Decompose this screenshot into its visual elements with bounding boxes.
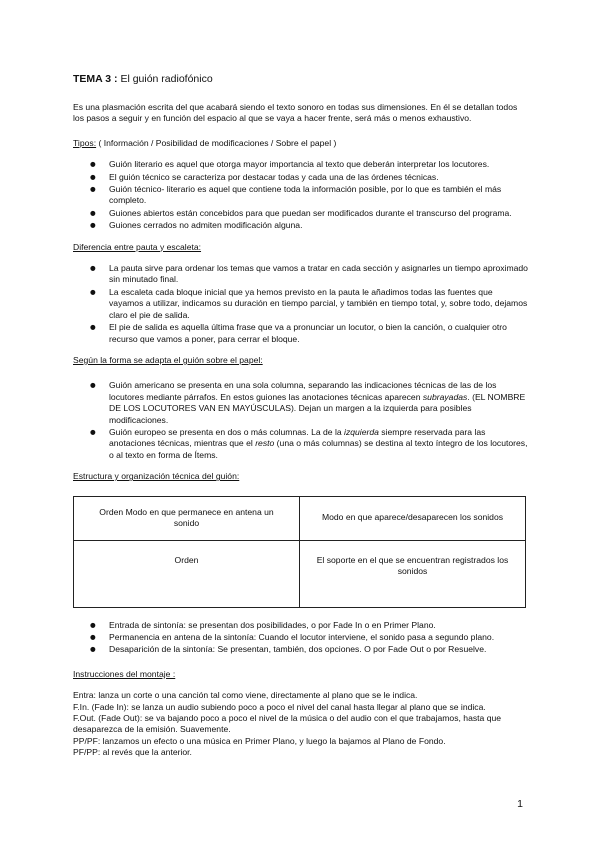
list-item: ● El pie de salida es aquella última frase que va a pronunciar un locutor, o bien la canción, o cualquier otro recurso que vamos a poner, para cerrar el bloque. bbox=[109, 322, 528, 345]
title-text: El guión radiofónico bbox=[117, 73, 213, 85]
montaje-instructions bbox=[73, 690, 528, 758]
table-cell: Orden bbox=[74, 540, 300, 607]
montaje-line: PF/PP: al revés que la anterior. bbox=[73, 747, 192, 758]
list-item: ● Guiones abiertos están concebidos para que puedan ser modificados durante el transcurso del programa. bbox=[109, 208, 528, 219]
list-item: ● Guiones cerrados no admiten modificación alguna. bbox=[109, 220, 528, 231]
table-cell: Orden Modo en que permanece en antena un sonido bbox=[74, 496, 300, 540]
table-row bbox=[74, 496, 526, 540]
american-text-a: Guión americano se presenta en una sola columna, separando las indicaciones técnicas de las de los locutores mediante párrafos. En estos guiones las anotaciones técnicas aparecen bbox=[109, 380, 497, 402]
structure-table bbox=[73, 496, 526, 608]
montaje-line: F.Out. (Fade Out): se va bajando poco a poco el nivel de la música o del audio con el que trabajamos, hasta que desaparezca de la emisión. Suavemente. bbox=[73, 713, 502, 735]
list-item: ● Entrada de sintonía: se presentan dos posibilidades, o por Fade In o en Primer Plano. bbox=[109, 620, 528, 631]
list-item: ● Guión técnico- literario es aquel que contiene toda la información posible, por lo que es también el más completo. bbox=[109, 184, 528, 207]
list-item: ● El guión técnico se caracteriza por destacar todas y cada una de las órdenes técnicas. bbox=[109, 172, 528, 183]
tipos-label: Tipos: bbox=[73, 137, 97, 148]
intro-paragraph: Es una plasmación escrita del que acabará siendo el texto sonoro en todas sus dimensiones. En él se detallan todos los pasos a seguir y en función del espacio al que se vaya a hacer frente, será más o menos exhaustivo. bbox=[73, 102, 518, 124]
list-item: ● Guión literario es aquel que otorga mayor importancia al texto que deberán interpretar los locutores. bbox=[109, 159, 528, 170]
table-cell: El soporte en el que se encuentran registrados los sonidos bbox=[300, 540, 526, 607]
american-emphasis: subrayadas bbox=[422, 391, 468, 402]
pauta-list bbox=[73, 263, 528, 345]
list-item: ● La pauta sirve para ordenar los temas que vamos a tratar en cada sección y asignarles un tiempo aproximado sin minutado final. bbox=[109, 263, 528, 286]
tipos-note: ( Información / Posibilidad de modificaciones / Sobre el papel ) bbox=[96, 137, 337, 148]
montaje-heading: Instrucciones del montaje : bbox=[73, 668, 176, 679]
table-row bbox=[74, 540, 526, 607]
list-item-american bbox=[109, 380, 528, 426]
tipos-heading bbox=[73, 138, 528, 149]
montaje-line: Entra: lanza un corte o una canción tal como viene, directamente al plano que se le indica. bbox=[73, 690, 418, 701]
estructura-heading: Estructura y organización técnica del guión: bbox=[73, 471, 240, 482]
sintonia-list bbox=[73, 620, 528, 656]
table-cell: Modo en que aparece/desaparecen los sonidos bbox=[300, 496, 526, 540]
forma-heading: Según la forma se adapta el guión sobre el papel: bbox=[73, 354, 263, 365]
title-bold: TEMA 3 : bbox=[73, 73, 118, 85]
european-text-c: (una o más columnas) se destina al texto íntegro de los locutores, o al texto en forma de Ítems. bbox=[109, 438, 528, 460]
montaje-line: F.In. (Fade In): se lanza un audio subiendo poco a poco el nivel del canal hasta llegar al plano que se indica. bbox=[73, 701, 486, 712]
european-text-b: siempre reservada para las anotaciones técnicas, mientras que el bbox=[109, 426, 486, 449]
montaje-line: PP/PF: lanzamos un efecto o una música en Primer Plano, y luego la bajamos al Plano de Fondo. bbox=[73, 735, 446, 746]
list-item: ● Desaparición de la sintonía: Se presentan, también, dos opciones. O por Fade Out o por Resuelve. bbox=[109, 644, 528, 655]
tipos-list bbox=[73, 159, 528, 231]
european-emphasis-2: resto bbox=[255, 438, 275, 449]
forma-list bbox=[73, 380, 528, 461]
european-emphasis-1: izquierda bbox=[344, 426, 379, 437]
page-content bbox=[73, 72, 528, 759]
page-number: 1 bbox=[517, 798, 523, 810]
pauta-heading: Diferencia entre pauta y escaleta: bbox=[73, 241, 202, 252]
list-item: ● La escaleta cada bloque inicial que ya hemos previsto en la pauta le añadimos todas las fuentes que vayamos a utilizar, indicamos su duración en tiempo parcial, y también en tiempo total, y, sobre todo, dejamos claro el pie de salida. bbox=[109, 287, 528, 321]
list-item: ● Permanencia en antena de la sintonía: Cuando el locutor interviene, el sonido pasa a segundo plano. bbox=[109, 632, 528, 643]
american-text-b: . (EL NOMBRE DE LOS LOCUTORES VAN EN MAYÚSCULAS). Dejan un margen a la izquierda para posibles modificaciones. bbox=[109, 391, 526, 425]
page-title bbox=[73, 72, 528, 86]
european-text-a: Guión europeo se presenta en dos o más columnas. La de la bbox=[109, 426, 345, 437]
list-item-european bbox=[109, 427, 528, 461]
